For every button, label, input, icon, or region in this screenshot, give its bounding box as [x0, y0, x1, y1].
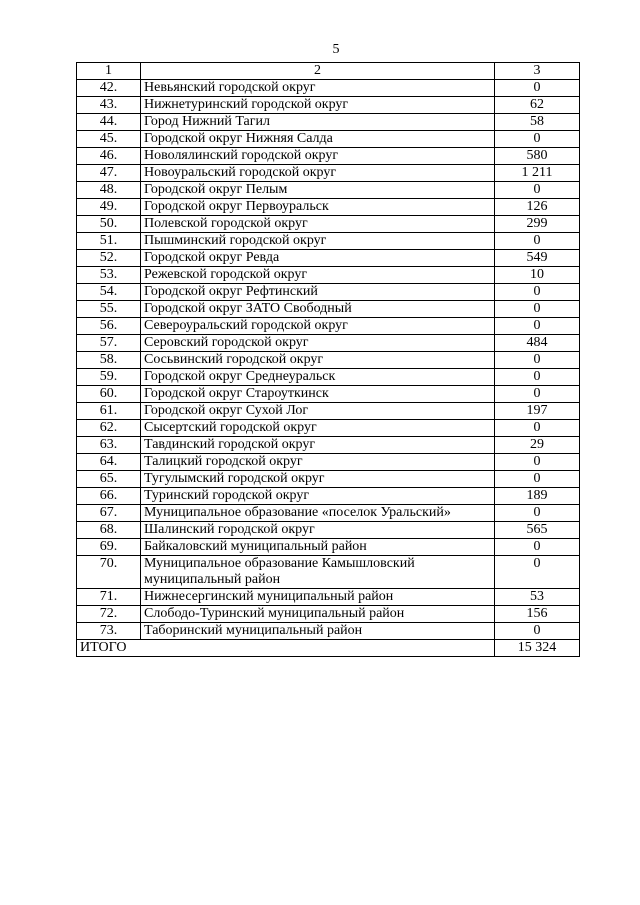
row-number: 57. [77, 335, 141, 352]
table-row [77, 199, 580, 216]
table-row [77, 623, 580, 640]
table-row [77, 114, 580, 131]
row-value: 0 [495, 471, 580, 488]
table-row [77, 606, 580, 623]
row-number: 44. [77, 114, 141, 131]
table-row [77, 386, 580, 403]
row-name: Североуральский городской округ [141, 318, 495, 335]
municipal-table [76, 62, 580, 657]
table-row [77, 97, 580, 114]
row-name: Новолялинский городской округ [141, 148, 495, 165]
table-row [77, 539, 580, 556]
row-value: 484 [495, 335, 580, 352]
row-value: 0 [495, 182, 580, 199]
table-row [77, 420, 580, 437]
row-number: 72. [77, 606, 141, 623]
row-number: 51. [77, 233, 141, 250]
row-number: 43. [77, 97, 141, 114]
row-value: 580 [495, 148, 580, 165]
row-number: 53. [77, 267, 141, 284]
total-value: 15 324 [495, 640, 580, 657]
column-header-number: 1 [77, 63, 141, 80]
row-value: 0 [495, 420, 580, 437]
table-row [77, 216, 580, 233]
row-value: 299 [495, 216, 580, 233]
row-value: 0 [495, 301, 580, 318]
row-name: Новоуральский городской округ [141, 165, 495, 182]
row-name: Байкаловский муниципальный район [141, 539, 495, 556]
row-value: 0 [495, 454, 580, 471]
row-number: 47. [77, 165, 141, 182]
table-row [77, 488, 580, 505]
row-value: 156 [495, 606, 580, 623]
row-number: 73. [77, 623, 141, 640]
table-row [77, 589, 580, 606]
row-number: 66. [77, 488, 141, 505]
row-number: 63. [77, 437, 141, 454]
row-number: 56. [77, 318, 141, 335]
table-row [77, 556, 580, 589]
row-value: 29 [495, 437, 580, 454]
row-value: 58 [495, 114, 580, 131]
row-value: 0 [495, 80, 580, 97]
row-number: 45. [77, 131, 141, 148]
row-value: 189 [495, 488, 580, 505]
row-value: 0 [495, 131, 580, 148]
row-number: 62. [77, 420, 141, 437]
table-row [77, 284, 580, 301]
row-number: 42. [77, 80, 141, 97]
table-row [77, 301, 580, 318]
table-body [77, 63, 580, 657]
row-number: 52. [77, 250, 141, 267]
table-row [77, 318, 580, 335]
table-row [77, 148, 580, 165]
row-number: 59. [77, 369, 141, 386]
row-name: Туринский городской округ [141, 488, 495, 505]
row-name: Тугулымский городской округ [141, 471, 495, 488]
table-row [77, 352, 580, 369]
row-name: Талицкий городской округ [141, 454, 495, 471]
row-name: Муниципальное образование «поселок Уральский» [141, 505, 495, 522]
table-row [77, 233, 580, 250]
table-row [77, 250, 580, 267]
row-value: 0 [495, 352, 580, 369]
table-row [77, 369, 580, 386]
row-value: 53 [495, 589, 580, 606]
row-value: 0 [495, 556, 580, 589]
row-value: 0 [495, 318, 580, 335]
row-name: Серовский городской округ [141, 335, 495, 352]
table-row [77, 522, 580, 539]
row-number: 55. [77, 301, 141, 318]
page-number: 5 [332, 42, 340, 57]
row-number: 58. [77, 352, 141, 369]
row-value: 0 [495, 369, 580, 386]
row-name: Городской округ Пелым [141, 182, 495, 199]
table-row [77, 182, 580, 199]
row-value: 565 [495, 522, 580, 539]
row-value: 549 [495, 250, 580, 267]
table-row [77, 403, 580, 420]
row-value: 0 [495, 623, 580, 640]
row-number: 71. [77, 589, 141, 606]
row-value: 0 [495, 233, 580, 250]
row-value: 0 [495, 284, 580, 301]
row-number: 50. [77, 216, 141, 233]
row-name: Слободо-Туринский муниципальный район [141, 606, 495, 623]
row-name: Шалинский городской округ [141, 522, 495, 539]
row-name: Городской округ Среднеуральск [141, 369, 495, 386]
table-row [77, 335, 580, 352]
table-row [77, 131, 580, 148]
row-number: 65. [77, 471, 141, 488]
row-name: Городской округ Первоуральск [141, 199, 495, 216]
row-number: 46. [77, 148, 141, 165]
row-number: 49. [77, 199, 141, 216]
row-value: 197 [495, 403, 580, 420]
table-row [77, 437, 580, 454]
row-name: Городской округ Нижняя Салда [141, 131, 495, 148]
row-name: Городской округ Ревда [141, 250, 495, 267]
row-name: Город Нижний Тагил [141, 114, 495, 131]
row-name: Сысертский городской округ [141, 420, 495, 437]
row-name: Городской округ Рефтинский [141, 284, 495, 301]
row-value: 10 [495, 267, 580, 284]
row-number: 70. [77, 556, 141, 589]
row-value: 0 [495, 539, 580, 556]
column-header-value: 3 [495, 63, 580, 80]
table-row [77, 165, 580, 182]
table-row [77, 267, 580, 284]
row-name: Тавдинский городской округ [141, 437, 495, 454]
row-number: 54. [77, 284, 141, 301]
row-number: 60. [77, 386, 141, 403]
total-row [77, 640, 580, 657]
row-name: Городской округ ЗАТО Свободный [141, 301, 495, 318]
table-header-row [77, 63, 580, 80]
row-name: Нижнетуринский городской округ [141, 97, 495, 114]
row-number: 61. [77, 403, 141, 420]
row-name: Сосьвинский городской округ [141, 352, 495, 369]
table-row [77, 505, 580, 522]
row-value: 0 [495, 386, 580, 403]
total-label: ИТОГО [77, 640, 495, 657]
row-name: Городской округ Староуткинск [141, 386, 495, 403]
table-row [77, 80, 580, 97]
row-name: Режевской городской округ [141, 267, 495, 284]
row-number: 48. [77, 182, 141, 199]
row-value: 0 [495, 505, 580, 522]
row-value: 62 [495, 97, 580, 114]
row-value: 1 211 [495, 165, 580, 182]
table-row [77, 454, 580, 471]
row-name: Таборинский муниципальный район [141, 623, 495, 640]
row-name: Городской округ Сухой Лог [141, 403, 495, 420]
row-number: 67. [77, 505, 141, 522]
row-name: Пышминский городской округ [141, 233, 495, 250]
row-value: 126 [495, 199, 580, 216]
row-number: 64. [77, 454, 141, 471]
column-header-name: 2 [141, 63, 495, 80]
row-number: 69. [77, 539, 141, 556]
row-name: Нижнесергинский муниципальный район [141, 589, 495, 606]
row-name: Полевской городской округ [141, 216, 495, 233]
row-name: Муниципальное образование Камышловский муниципальный район [141, 556, 495, 589]
row-number: 68. [77, 522, 141, 539]
table-row [77, 471, 580, 488]
row-name: Невьянский городской округ [141, 80, 495, 97]
